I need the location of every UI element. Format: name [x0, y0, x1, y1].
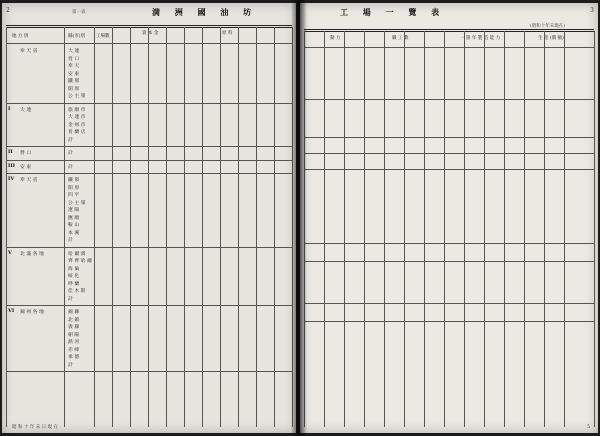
row-label: 佳 木 斯 [68, 289, 86, 294]
column-rule [94, 27, 95, 427]
column-rule [594, 31, 595, 427]
header-region: 地 方 別 [12, 34, 29, 39]
header-sub-region: 縣(市)別 [68, 34, 86, 39]
column-rule [324, 31, 325, 427]
row-label: 鐵 嶺 [68, 178, 80, 183]
column-rule [544, 31, 545, 427]
row-label: 公 主 嶺 [68, 200, 86, 206]
header-count: 工場數 [96, 34, 110, 39]
left-footer: 昭 和 十 年 末 日 現 在 [12, 425, 59, 430]
section-label: 大 連 [20, 107, 32, 113]
row-label: 撫 順 [68, 215, 80, 221]
section-rule [304, 99, 594, 100]
column-rule [112, 27, 113, 427]
row-label: 公 主 嶺 [68, 94, 86, 99]
row-label: 普 蘭 店 [68, 130, 86, 135]
section-rule [6, 160, 292, 161]
row-label: 四 平 [68, 193, 80, 198]
row-label: 奉 天 [68, 64, 80, 69]
right-footer: 5 [587, 425, 590, 430]
column-rule [166, 27, 167, 427]
section-rule [304, 243, 594, 244]
row-label: 本 溪 [68, 230, 80, 236]
column-rule [238, 27, 239, 427]
section-numeral: I [8, 105, 11, 112]
row-label: 熱 河 [68, 340, 80, 345]
section-rule [6, 305, 292, 306]
row-label: 北 鎮 [68, 317, 80, 323]
row-label: 大 連 市 [68, 115, 86, 120]
header-workers: 職 工 數 [392, 36, 409, 41]
row-label: 承 德 [68, 355, 80, 360]
column-rule [220, 27, 221, 427]
column-rule [364, 31, 365, 427]
section-rule [304, 321, 594, 322]
section-numeral: VI [8, 308, 15, 314]
row-label: 安 東 [68, 71, 80, 77]
left-page-number: 2 [6, 7, 10, 14]
section-label: 奉 天 省 [20, 178, 38, 183]
row-label: 鐵 嶺 [68, 79, 80, 84]
section-rule [304, 303, 594, 304]
right-page-number: 3 [590, 7, 594, 14]
row-label: 哈 爾 濱 [68, 251, 86, 257]
row-label: 朝 陽 [68, 332, 80, 338]
column-rule [384, 31, 385, 427]
column-rule [464, 31, 465, 427]
column-rule [304, 31, 305, 427]
right-page-note: (昭和十年末現在) [530, 24, 566, 29]
left-page-title: 満 洲 國 油 坊 [152, 7, 258, 17]
section-label: 北 滿 各 地 [20, 251, 44, 257]
header-capacity: 一 箇 年 製 造 能 力 [460, 36, 501, 41]
section-rule [6, 173, 292, 174]
header-production: 生 産 (價 額) [538, 36, 564, 41]
row-label: 義 縣 [68, 325, 80, 330]
row-label: 計 [68, 238, 73, 243]
section-label: 錦 州 各 地 [20, 310, 44, 315]
header-material: 原 料 [222, 31, 233, 36]
column-rule [344, 31, 345, 427]
section-rule [304, 153, 594, 154]
section-numeral: IV [8, 176, 15, 182]
section-label: 營 口 [20, 151, 32, 156]
row-label: 計 [68, 151, 73, 156]
section-numeral: V [8, 249, 12, 256]
section-rule [6, 146, 292, 147]
header-power: 動 力 [330, 36, 341, 41]
row-label: 計 [68, 362, 73, 368]
row-label: 錦 縣 [68, 310, 80, 315]
column-rule [64, 27, 65, 427]
column-rule [202, 27, 203, 427]
column-rule [504, 31, 505, 427]
section-rule [6, 371, 292, 372]
column-rule [130, 27, 131, 427]
right-page [300, 3, 598, 433]
row-label: 計 [68, 164, 73, 170]
row-label: 鞍 山 [68, 223, 80, 228]
column-rule [148, 27, 149, 427]
row-label: 営 口 [68, 56, 80, 62]
section-rule [304, 261, 594, 262]
section-rule [6, 103, 292, 104]
row-label: 遼 陽 [68, 208, 80, 213]
left-section-label: 第一表 [72, 10, 86, 15]
column-rule [274, 27, 275, 427]
row-label: 赤 峰 [68, 347, 80, 353]
row-label: 計 [68, 296, 73, 302]
column-rule [484, 31, 485, 427]
row-label: 開 原 [68, 185, 80, 191]
section-label: 安 東 [20, 164, 32, 170]
section-numeral: III [8, 162, 16, 169]
row-label: 海 倫 [68, 266, 80, 272]
column-rule [424, 31, 425, 427]
column-rule [256, 27, 257, 427]
row-label: 金 州 市 [68, 122, 86, 128]
column-rule [292, 27, 293, 427]
column-rule [404, 31, 405, 427]
row-label: 大 連 [68, 49, 80, 54]
section-label: 奉 天 省 [20, 49, 38, 54]
row-label: 旅 順 市 [68, 107, 86, 113]
section-rule [304, 137, 594, 138]
column-rule [444, 31, 445, 427]
row-label: 計 [68, 137, 73, 143]
left-page [2, 3, 296, 433]
row-label: 齊 齊 哈 爾 [68, 259, 92, 264]
header-capital: 資 本 金 [142, 31, 159, 36]
row-label: 開 原 [68, 86, 80, 92]
row-label: 綏 化 [68, 274, 80, 279]
section-rule [304, 169, 594, 170]
section-rule [6, 247, 292, 248]
row-label: 呼 蘭 [68, 281, 80, 287]
column-rule [564, 31, 565, 427]
section-numeral: II [8, 149, 13, 155]
column-rule [6, 27, 7, 427]
right-page-title: 工 場 一 覽 表 [340, 7, 446, 17]
column-rule [184, 27, 185, 427]
column-rule [524, 31, 525, 427]
